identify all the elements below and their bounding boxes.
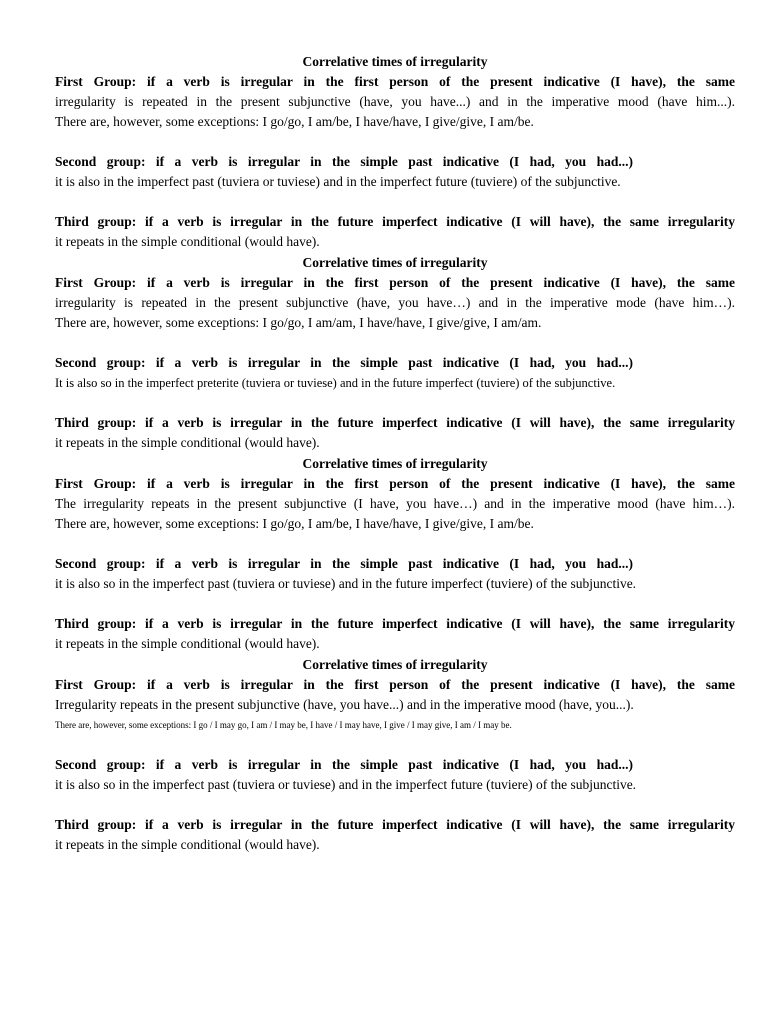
section-title: Correlative times of irregularity [302, 255, 488, 270]
first-group-heading: First Group: if a verb is irregular in the first person of the present indicative (I have), the same [55, 74, 735, 89]
section-4 [55, 655, 735, 855]
section-2 [55, 253, 735, 453]
second-group-text: it is also so in the imperfect past (tuviera or tuviese) and in the future imperfect (tuviere) of the subjunctive. [55, 576, 637, 591]
third-group-text: it repeats in the simple conditional (would have). [55, 435, 320, 450]
first-group-heading: First Group: if a verb is irregular in the first person of the present indicative (I have), the same [55, 275, 735, 290]
third-group-heading: Third group: if a verb is irregular in the future imperfect indicative (I will have), the same irregularity [55, 214, 735, 229]
first-group-text: The irregularity repeats in the present subjunctive (I have, you have…) and in the imperative mood (have him…). [55, 496, 735, 511]
first-group-text: irregularity is repeated in the present subjunctive (have, you have…) and in the imperative mode (have him…). [55, 295, 735, 310]
third-group-heading: Third group: if a verb is irregular in the future imperfect indicative (I will have), the same irregularity [55, 616, 735, 631]
first-group-text: irregularity is repeated in the present subjunctive (have, you have...) and in the imperative mood (have him...). [55, 94, 735, 109]
section-3 [55, 454, 735, 654]
section-title: Correlative times of irregularity [302, 456, 488, 471]
second-group-heading: Second group: if a verb is irregular in the simple past indicative (I had, you had...) [55, 355, 633, 370]
third-group-heading: Third group: if a verb is irregular in the future imperfect indicative (I will have), the same irregularity [55, 817, 735, 832]
second-group-heading: Second group: if a verb is irregular in the simple past indicative (I had, you had...) [55, 556, 633, 571]
second-group-heading: Second group: if a verb is irregular in the simple past indicative (I had, you had...) [55, 154, 633, 169]
third-group-text: it repeats in the simple conditional (would have). [55, 837, 320, 852]
section-1 [55, 52, 735, 252]
third-group-heading: Third group: if a verb is irregular in the future imperfect indicative (I will have), the same irregularity [55, 415, 735, 430]
second-group-text: it is also so in the imperfect past (tuviera or tuviese) and in the imperfect future (tuviere) of the subjunctive. [55, 777, 637, 792]
third-group-text: it repeats in the simple conditional (would have). [55, 234, 320, 249]
first-group-heading: First Group: if a verb is irregular in the first person of the present indicative (I have), the same [55, 476, 735, 491]
second-group-text: It is also so in the imperfect preterite (tuviera or tuviese) and in the future imperfect (tuviere) of the subjunctive. [55, 376, 616, 390]
first-group-exceptions: There are, however, some exceptions: I go / I may go, I am / I may be, I have / I may have, I give / I may give, I am / I may be. [55, 720, 512, 730]
first-group-text: Irregularity repeats in the present subjunctive (have, you have...) and in the imperative mood (have, you...). [55, 697, 634, 712]
first-group-exceptions: There are, however, some exceptions: I go/go, I am/be, I have/have, I give/give, I am/be. [55, 114, 534, 129]
first-group-exceptions: There are, however, some exceptions: I go/go, I am/be, I have/have, I give/give, I am/be. [55, 516, 534, 531]
third-group-text: it repeats in the simple conditional (would have). [55, 636, 320, 651]
second-group-heading: Second group: if a verb is irregular in the simple past indicative (I had, you had...) [55, 757, 633, 772]
first-group-exceptions: There are, however, some exceptions: I go/go, I am/am, I have/have, I give/give, I am/am. [55, 315, 542, 330]
section-title: Correlative times of irregularity [302, 54, 488, 69]
first-group-heading: First Group: if a verb is irregular in the first person of the present indicative (I have), the same [55, 677, 735, 692]
second-group-text: it is also in the imperfect past (tuviera or tuviese) and in the imperfect future (tuviere) of the subjunctive. [55, 174, 621, 189]
section-title: Correlative times of irregularity [302, 657, 488, 672]
